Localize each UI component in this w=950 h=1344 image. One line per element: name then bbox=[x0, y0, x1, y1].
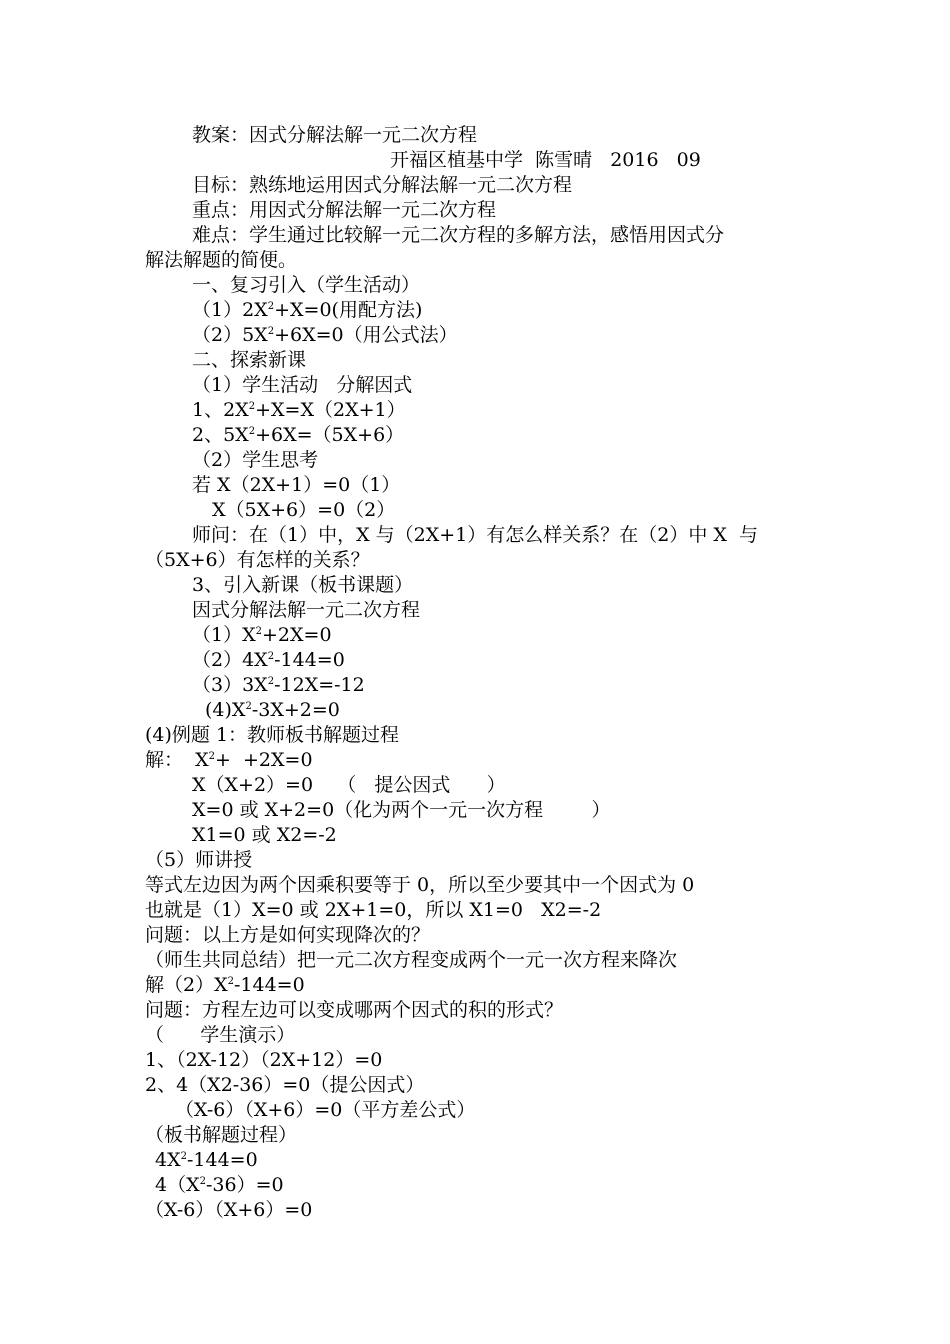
review-eq-1: $(1)2X^2+X=0$(用配方法) bbox=[192, 299, 423, 321]
section-explore: 二、探索新课 bbox=[192, 349, 307, 371]
factor-eq-1: 1、$2X^2+X=X(2X+1)$ bbox=[192, 399, 406, 421]
board-step-1: $4X^2-144=0$ bbox=[155, 1149, 258, 1171]
exercise-2: $(2)4X^2-144=0$ bbox=[192, 649, 345, 671]
board-process: （板书解题过程） bbox=[145, 1124, 298, 1146]
board-step-3: （X-6）（X+6）=0 bbox=[145, 1199, 313, 1221]
goal-line: 目标：熟练地运用因式分解法解一元二次方程 bbox=[192, 174, 573, 196]
factor-eq-2: 2、$5X^2+6X=(5X+6)$ bbox=[192, 424, 405, 446]
question-reduce: 问题：以上方是如何实现降次的？ bbox=[145, 924, 431, 946]
solution-step-2: X=0 或 X+2=0（化为两个一元一次方程 ） bbox=[192, 799, 611, 821]
exercise-1: $(1)X^2+2X=0$ bbox=[192, 624, 332, 646]
solution-step-1: X（X+2）=0 （ 提公因式 ） bbox=[192, 774, 506, 796]
if-eq-1: 若 X（2X+1）=0（1） bbox=[192, 474, 401, 496]
if-eq-2: X（5X+6）=0（2） bbox=[212, 499, 396, 521]
exercise-4: $(4)X^2-3X+2=0$ bbox=[205, 699, 340, 721]
student-demo: （ 学生演示） bbox=[145, 1024, 296, 1046]
solution-step-3: X1=0 或 X2=-2 bbox=[192, 824, 337, 846]
explore-activity: （1）学生活动 分解因式 bbox=[192, 374, 413, 396]
author-line: 开福区植基中学 陈雪晴 2016 09 bbox=[390, 149, 701, 171]
solve-eq-2: 解$(2)X^2-144=0$ bbox=[145, 974, 305, 996]
demo-step-2: 2、4（X2-36）=0（提公因式） bbox=[145, 1074, 425, 1096]
section-review: 一、复习引入（学生活动） bbox=[192, 274, 421, 296]
teacher-question: 师问：在（1）中，X 与（2X+1）有怎么样关系？在（2）中 X 与 bbox=[192, 524, 759, 546]
review-eq-2: $(2)5X^2+6X=0$（用公式法） bbox=[192, 324, 458, 346]
question-factor: 问题：方程左边可以变成哪两个因式的积的形式？ bbox=[145, 999, 564, 1021]
introduce-new-lesson: 3、引入新课（板书课题） bbox=[192, 574, 414, 596]
teacher-question-cont: （5X+6）有怎样的关系？ bbox=[145, 549, 370, 571]
key-point-line: 重点：用因式分解法解一元二次方程 bbox=[192, 199, 497, 221]
lesson-title: 教案：因式分解法解一元二次方程 bbox=[192, 124, 478, 146]
new-lesson-title: 因式分解法解一元二次方程 bbox=[192, 599, 421, 621]
example-heading: (4)例题 1：教师板书解题过程 bbox=[145, 724, 400, 746]
explore-think: （2）学生思考 bbox=[192, 449, 319, 471]
board-step-2: $4(X^2-36)=0$ bbox=[155, 1174, 284, 1196]
summary-line: （师生共同总结）把一元二次方程变成两个一元一次方程来降次 bbox=[145, 949, 678, 971]
difficulty-line: 难点：学生通过比较解一元二次方程的多解方法，感悟用因式分 bbox=[192, 224, 725, 246]
solution-start: 解： $X^2+ +2X=0$ bbox=[145, 749, 313, 771]
teacher-lecture: （5）师讲授 bbox=[145, 849, 253, 871]
difficulty-line-cont: 解法解题的简便。 bbox=[145, 249, 298, 271]
lecture-text-2: 也就是（1）X=0 或 2X+1=0，所以 X1=0 X2=-2 bbox=[145, 899, 602, 921]
demo-step-3: （X-6）（X+6）=0（平方差公式） bbox=[175, 1099, 476, 1121]
exercise-3: $(3)3X^2-12X=-12$ bbox=[192, 674, 365, 696]
lecture-text-1: 等式左边因为两个因乘积要等于 0，所以至少要其中一个因式为 0 bbox=[145, 874, 695, 896]
demo-step-1: 1、（2X-12）（2X+12）=0 bbox=[145, 1049, 383, 1071]
